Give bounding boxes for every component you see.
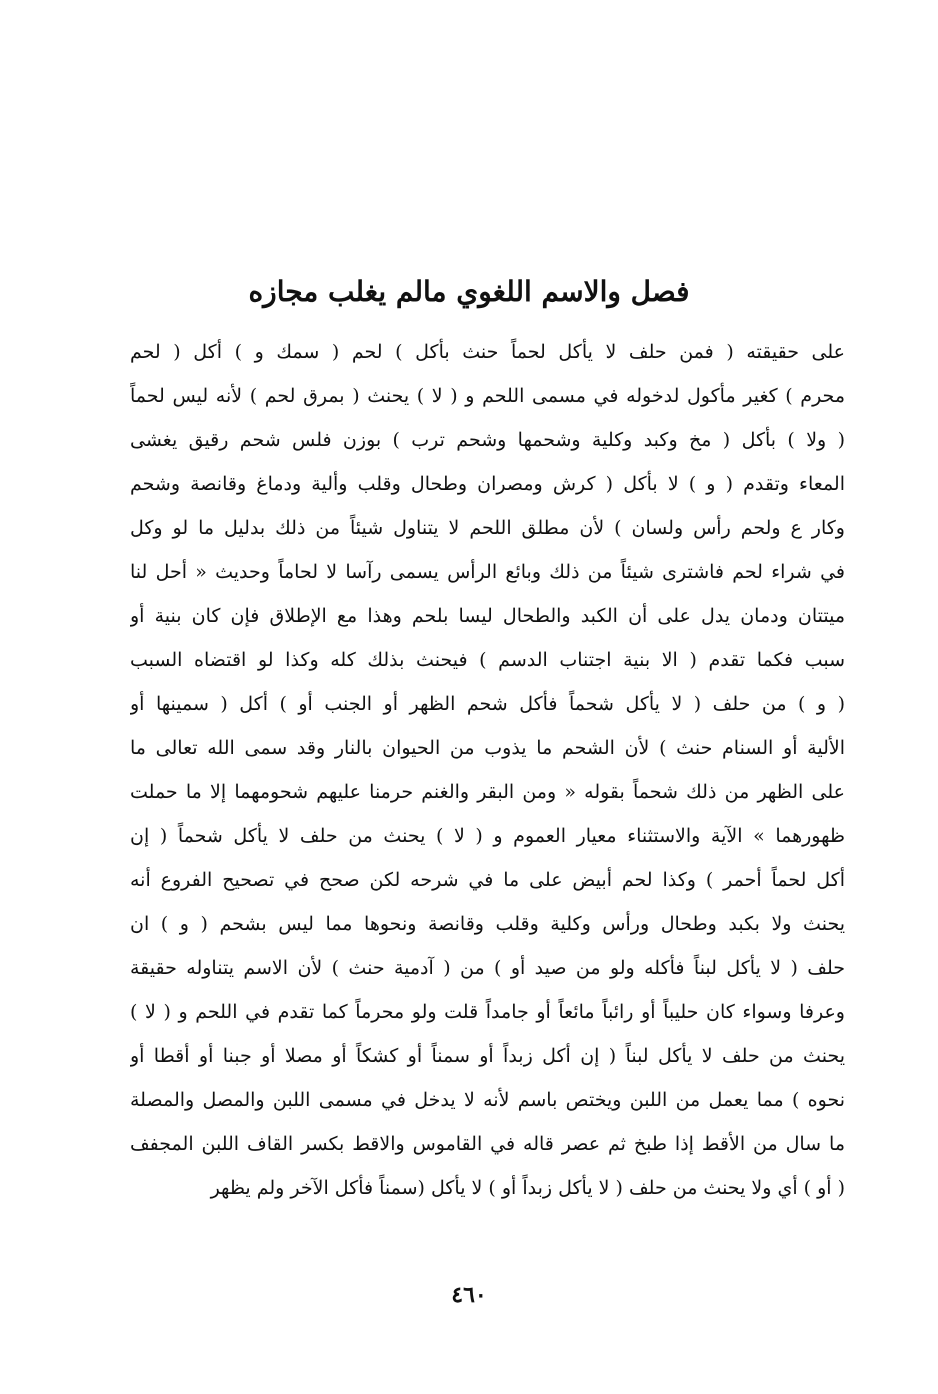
text-line: وكار ع ولحم رأس ولسان ) لأن مطلق اللحم لا يتناول شيئاً من ذلك بدليل ما لو وكل (130, 517, 845, 539)
text-line: يحنث من حلف لا يأكل لبناً ( إن أكل زبداً أو سمناً أو كشكاً أو مصلا أو جبنا أو أقطا أو (130, 1045, 845, 1067)
body-text (130, 330, 845, 1210)
page-number: ٤٦٠ (451, 1282, 487, 1308)
text-line: الألية أو السنام حنث ) لأن الشحم ما يذوب من الحيوان بالنار وقد سمى الله تعالى ما (130, 737, 845, 759)
text-line: المعاء وتقدم ( و ) لا بأكل ( كرش ومصران وطحال وقلب وألية ودماغ وقانصة وشحم (130, 473, 845, 495)
chapter-title: فصل والاسم اللغوي مالم يغلب مجازه (248, 275, 690, 308)
text-line: ما سال من الأقط إذا طبخ ثم عصر قاله في القاموس والاقط بكسر القاف اللبن المجفف (130, 1133, 845, 1155)
text-line: على الظهر من ذلك شحماً بقوله « ومن البقر والغنم حرمنا عليهم شحومهما إلا ما حملت (130, 781, 845, 803)
text-line: ميتتان ودمان يدل على أن الكبد والطحال ليسا بلحم وهذا مع الإطلاق فإن كان بنية أو (130, 605, 845, 627)
text-line: نحوه ) مما يعمل من اللبن ويختص باسم لأنه لا يدخل في مسمى اللبن والمصل والمصلة (130, 1089, 845, 1111)
text-line: في شراء لحم فاشترى شيئاً من ذلك وبائع الرأس يسمى رآسا لا لحاماً وحديث « أحل لنا (130, 561, 845, 583)
text-line: حلف ( لا يأكل لبناً فأكله ولو من صيد أو ) من ( آدمية حنث ) لأن الاسم يتناوله حقيقة (130, 957, 845, 979)
text-line: ( أو ) أي ولا يحنث من حلف ( لا يأكل زبداً أو ) لا يأكل (سمناً فأكل الآخر ولم يظهر (210, 1177, 845, 1199)
text-line: سبب فكما تقدم ( الا بنية اجتناب الدسم ) فيحنث بذلك كله وكذا لو اقتضاه السبب (130, 649, 845, 671)
text-line: على حقيقته ( فمن حلف لا يأكل لحماً حنث بأكل ) لحم ( سمك و ) أكل ( لحم (130, 341, 845, 363)
text-line: يحنث ولا بكبد وطحال ورأس وكلية وقلب وقانصة ونحوها مما ليس بشحم ( و ) ان (130, 913, 845, 935)
text-line: ( ولا ) بأكل ( مخ وكبد وكلية وشحمها وشحم ترب ) بوزن فلس شحم رقيق يغشى (130, 429, 845, 451)
text-line: وعرفا وسواء كان حليباً أو رائباً مائعاً أو جامداً قلت ولو محرماً كما تقدم في اللحم و ( لا ) (130, 1001, 845, 1023)
text-line: أكل لحماً أحمر ) وكذا لحم أبيض على ما في شرحه لكن صحح في تصحيح الفروع أنه (130, 869, 845, 891)
text-line: ( و ) من حلف ( لا يأكل شحماً فأكل شحم الظهر أو الجنب أو ) أكل ( سمينها أو (130, 693, 845, 715)
text-line: محرم ) كغير مأكول لدخوله في مسمى اللحم و ( لا ) يحنث ( بمرق لحم ) لأنه ليس لحماً (130, 385, 845, 407)
text-line: ظهورهما » الآية والاستثناء معيار العموم و ( لا ) يحنث من حلف لا يأكل شحماً ( إن (130, 825, 845, 847)
